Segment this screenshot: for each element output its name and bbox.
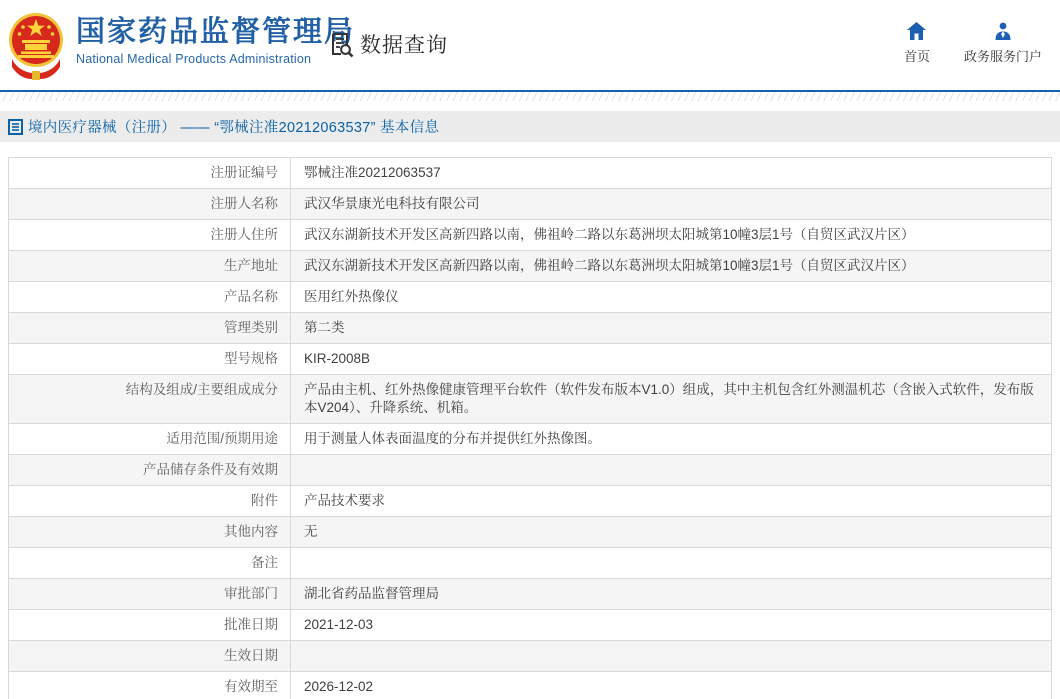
table-row bbox=[9, 641, 1051, 672]
row-value: 产品技术要求 bbox=[304, 493, 385, 508]
row-label: 注册人住所 bbox=[9, 220, 291, 250]
row-value: 湖北省药品监督管理局 bbox=[304, 586, 439, 601]
national-emblem-logo bbox=[8, 9, 64, 83]
table-row bbox=[9, 220, 1051, 251]
table-row bbox=[9, 672, 1051, 699]
row-value: 武汉东湖新技术开发区高新四路以南，佛祖岭二路以东葛洲坝太阳城第10幢3层1号（自贸区武汉片区） bbox=[304, 227, 915, 242]
table-row bbox=[9, 344, 1051, 375]
row-value: 武汉华景康光电科技有限公司 bbox=[304, 196, 480, 211]
registration-info-table bbox=[8, 157, 1052, 699]
table-row bbox=[9, 548, 1051, 579]
nav-home[interactable] bbox=[904, 22, 930, 65]
row-value bbox=[291, 641, 1051, 671]
row-value: 医用红外热像仪 bbox=[304, 289, 399, 304]
table-row bbox=[9, 455, 1051, 486]
table-row bbox=[9, 579, 1051, 610]
row-value bbox=[291, 548, 1051, 578]
row-value: 无 bbox=[304, 524, 318, 539]
row-label: 型号规格 bbox=[9, 344, 291, 374]
row-label: 有效期至 bbox=[9, 672, 291, 699]
hatch-band bbox=[0, 92, 1060, 101]
site-header bbox=[0, 0, 1060, 90]
row-label: 批准日期 bbox=[9, 610, 291, 640]
table-row bbox=[9, 189, 1051, 220]
header-nav bbox=[904, 22, 1042, 65]
row-value: 第二类 bbox=[304, 320, 345, 335]
document-icon bbox=[8, 119, 23, 135]
table-row bbox=[9, 424, 1051, 455]
table-row bbox=[9, 517, 1051, 548]
site-title-cn: 国家药品监督管理局 bbox=[76, 16, 356, 48]
row-value bbox=[291, 455, 1051, 485]
row-label: 生产地址 bbox=[9, 251, 291, 281]
site-title bbox=[76, 16, 355, 66]
nav-home-label: 首页 bbox=[903, 49, 930, 64]
nav-portal-label: 政务服务门户 bbox=[963, 49, 1042, 64]
data-query-nav[interactable] bbox=[328, 29, 448, 59]
data-query-label: 数据查询 bbox=[360, 34, 448, 57]
row-value: 产品由主机、红外热像健康管理平台软件（软件发布版本V1.0）组成，其中主机包含红外测温机芯（含嵌入式软件，发布版本V204）、升降系统、机箱。 bbox=[304, 382, 1034, 415]
table-row bbox=[9, 282, 1051, 313]
row-value: 武汉东湖新技术开发区高新四路以南，佛祖岭二路以东葛洲坝太阳城第10幢3层1号（自贸区武汉片区） bbox=[304, 258, 915, 273]
row-value: KIR-2008B bbox=[304, 351, 371, 366]
breadcrumb-text: 境内医疗器械（注册） —— “鄂械注准20212063537” 基本信息 bbox=[28, 120, 440, 136]
user-icon bbox=[994, 22, 1012, 40]
table-row bbox=[9, 375, 1051, 424]
row-label: 其他内容 bbox=[9, 517, 291, 547]
row-label: 产品名称 bbox=[9, 282, 291, 312]
row-label: 备注 bbox=[9, 548, 291, 578]
breadcrumb bbox=[0, 111, 1060, 142]
home-icon bbox=[907, 22, 926, 40]
row-label: 审批部门 bbox=[9, 579, 291, 609]
row-label: 适用范围/预期用途 bbox=[9, 424, 291, 454]
row-label: 注册人名称 bbox=[9, 189, 291, 219]
row-label: 结构及组成/主要组成成分 bbox=[9, 375, 291, 423]
row-label: 附件 bbox=[9, 486, 291, 516]
row-value: 用于测量人体表面温度的分布并提供红外热像图。 bbox=[304, 431, 601, 446]
table-row bbox=[9, 158, 1051, 189]
row-label: 管理类别 bbox=[9, 313, 291, 343]
site-title-en: National Medical Products Administration bbox=[76, 52, 312, 66]
row-value: 鄂械注准20212063537 bbox=[304, 165, 441, 180]
row-value: 2026-12-02 bbox=[304, 679, 374, 694]
row-label: 注册证编号 bbox=[9, 158, 291, 188]
row-value: 2021-12-03 bbox=[304, 617, 374, 632]
document-search-icon bbox=[328, 31, 355, 58]
row-label: 生效日期 bbox=[9, 641, 291, 671]
table-row bbox=[9, 251, 1051, 282]
table-row bbox=[9, 313, 1051, 344]
nav-portal[interactable] bbox=[964, 22, 1042, 65]
table-row bbox=[9, 610, 1051, 641]
row-label: 产品储存条件及有效期 bbox=[9, 455, 291, 485]
table-row bbox=[9, 486, 1051, 517]
